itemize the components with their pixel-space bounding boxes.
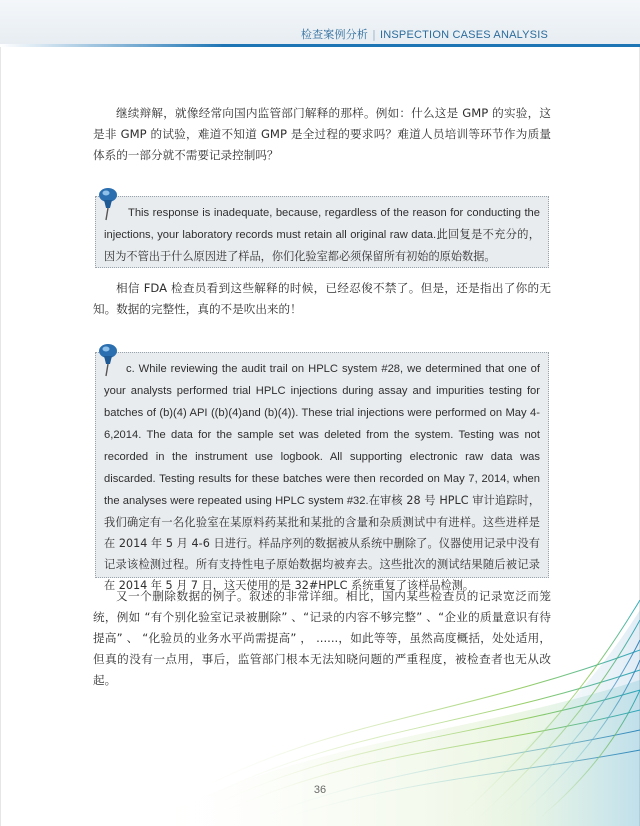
paragraph-1: 继续辩解，就像经常向国内监管部门解释的那样。例如：什么这是 GMP 的实验，这是非 GMP 的试验，难道不知道 GMP 是全过程的要求吗？难道人员培训等环节作为质量体系的一部分就不需要记录控制吗？ bbox=[93, 106, 551, 162]
running-header bbox=[301, 26, 548, 42]
paragraph-2: 相信 FDA 检查员看到这些解释的时候，已经忍俊不禁了。但是，还是指出了你的无知。数据的完整性，真的不是吹出来的！ bbox=[93, 281, 551, 316]
quote-1-text bbox=[104, 202, 540, 267]
quote-box-1 bbox=[95, 196, 549, 268]
pushpin-icon bbox=[93, 342, 123, 378]
header-separator: | bbox=[372, 28, 376, 41]
quote-1-english: This response is inadequate, because, regardless of the reason for conducting the injections, your laboratory records must retain all original raw data. bbox=[104, 207, 540, 241]
header-title-en: INSPECTION CASES ANALYSIS bbox=[379, 29, 548, 41]
quote-box-2 bbox=[95, 352, 549, 592]
page-number: 36 bbox=[313, 784, 327, 796]
quote-2-english: c. While reviewing the audit trail on HPLC system #28, we determined that one of your analysts performed trial HPLC injections during assay and impurities testing for batches of (b)(4) API ((b)(4)and (b)(4)). These trial injections were performed on May 4-6,2014. The data for the sample set was deleted from the system. Testing was not recorded in the instrument use logbook. All supporting electronic raw data was discarded. Testing results for these batches were then recorded on May 7, 2014, when the analyses were repeated using HPLC system #32. bbox=[104, 363, 540, 507]
quote-2-text bbox=[104, 358, 540, 596]
paragraph-3: 又一个删除数据的例子。叙述的非常详细。相比，国内某些检查员的记录宽泛而笼统，例如 “有个别化验室记录被删除” 、“记录的内容不够完整” 、“企业的质量意识有待提高” 、 “化验员的业务水平尚需提高” ， ......，如此等等，虽然高度概括，处处适用，但真的没有一点用，事后，监管部门根本无法知晓问题的严重程度，被检查者也无从改起。 bbox=[93, 589, 551, 687]
quote-1-chinese: 此回复是不充分的，因为不管出于什么原因进了样品，你们化验室都必须保留所有初始的原始数据。 bbox=[104, 228, 540, 263]
header-title-cn: 检查案例分析 bbox=[300, 28, 369, 41]
pushpin-icon bbox=[93, 186, 123, 222]
quote-2-chinese: 在审核 28 号 HPLC 审计追踪时，我们确定有一名化验室在某原料药某批和某批的含量和杂质测试中有进样。这些进样是在 2014 年 5 月 4-6 日进行。样品序列的数据被从系统中删除了。仪器使用记录中没有记录该检测过程。所有支持性电子原始数据均被弃去。这些批次的测试结果随后被记录在 2014 年 5 月 7 日，这天使用的是 32#HPLC 系统重复了该样品检测。 bbox=[104, 494, 541, 592]
header-rule bbox=[0, 44, 640, 47]
